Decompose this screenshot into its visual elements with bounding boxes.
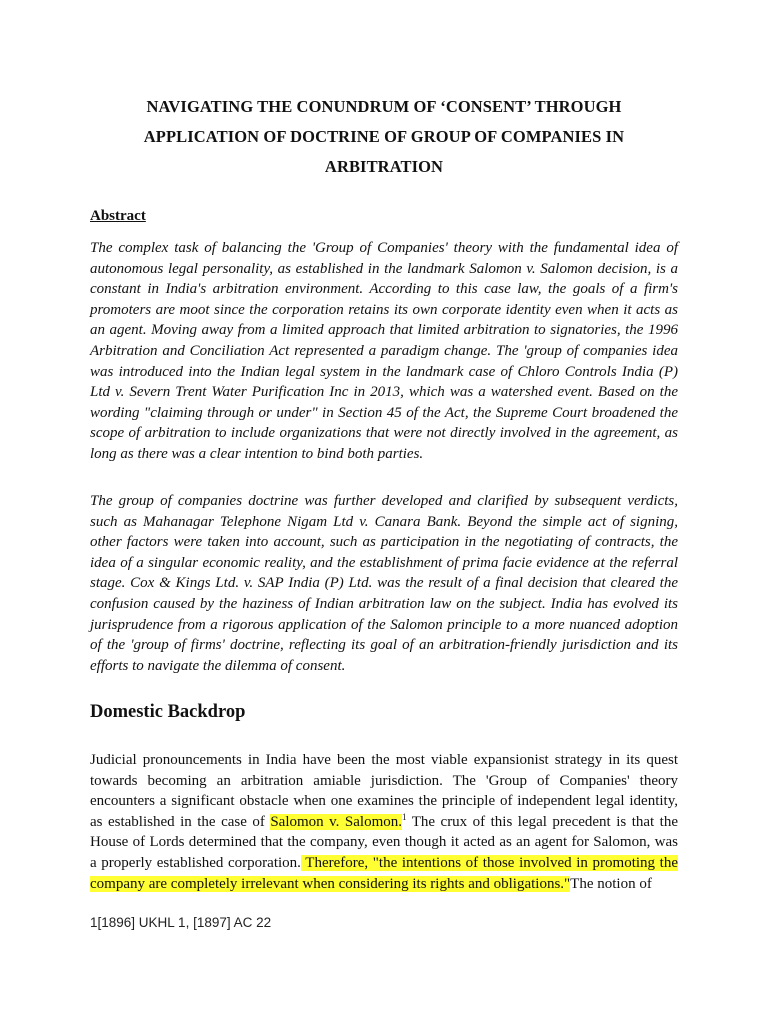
title-line-1: NAVIGATING THE CONUNDRUM OF ‘CONSENT’ THROUGH [146, 97, 622, 116]
document-title [90, 92, 678, 182]
section-heading-domestic-backdrop: Domestic Backdrop [90, 702, 246, 722]
title-line-2: APPLICATION OF DOCTRINE OF GROUP OF COMPANIES IN [143, 127, 625, 146]
highlighted-quote: Therefore, "the intentions of those involved in promoting the company are completely irrelevant when considering its rights and obligations." [90, 854, 678, 892]
body-text-segment: The crux of this legal precedent is that the House of Lords determined that the company, even though it acted as an agent for Salomon, was a properly established corporation. [90, 813, 678, 871]
body-text-segment: The notion of [570, 875, 652, 892]
footnote-reference[interactable]: 1 [402, 811, 407, 822]
title-line-3: ARBITRATION [324, 157, 444, 176]
body-text-segment: Judicial pronouncements in India have been the most viable expansionist strategy in its quest towards becoming an arbitration amiable jurisdiction. The 'Group of Companies' theory encounters a significant obstacle when one examines the principle of independent legal identity, as established in the case of [90, 752, 678, 830]
body-paragraph-1 [90, 750, 678, 894]
footnote [90, 914, 271, 932]
highlighted-case-name: Salomon v. Salomon. [270, 813, 403, 830]
footnote-text: [1896] UKHL 1, [1897] AC 22 [97, 915, 272, 930]
abstract-paragraph-1: The complex task of balancing the 'Group of Companies' theory with the fundamental idea of autonomous legal personality, as established in the landmark Salomon v. Salomon decision, is a constant in India's arbitration environment. According to this case law, the goals of a firm's promoters are moot since the corporation retains its own corporate identity even when it acts as an agent. Moving away from a limited approach that limited arbitration to signatories, the 1996 Arbitration and Conciliation Act represented a paradigm change. The 'group of companies idea was introduced into the Indian legal system in the landmark case of Chloro Controls India (P) Ltd v. Severn Trent Water Purification Inc in 2013, which was a watershed event. Based on the wording "claiming through or under" in Section 45 of the Act, the Supreme Court broadened the scope of arbitration to include organizations that were not directly involved in the agreement, as long as there was a clear intention to bind both parties. [90, 240, 678, 462]
abstract-heading: Abstract [90, 208, 146, 224]
footnote-number: 1 [90, 915, 98, 930]
abstract-paragraph-2: The group of companies doctrine was further developed and clarified by subsequent verdicts, such as Mahanagar Telephone Nigam Ltd v. Canara Bank. Beyond the simple act of signing, other factors were taken into account, such as participation in the negotiating of contracts, the idea of a singular economic reality, and the establishment of prima facie evidence at the referral stage. Cox & Kings Ltd. v. SAP India (P) Ltd. was the result of a final decision that cleared the confusion caused by the haziness of Indian arbitration law on the subject. India has evolved its jurisprudence from a rigorous application of the Salomon principle to a more nuanced adoption of the 'group of firms' doctrine, reflecting its goal of an arbitration-friendly jurisdiction and its efforts to navigate the dilemma of consent. [90, 493, 678, 674]
